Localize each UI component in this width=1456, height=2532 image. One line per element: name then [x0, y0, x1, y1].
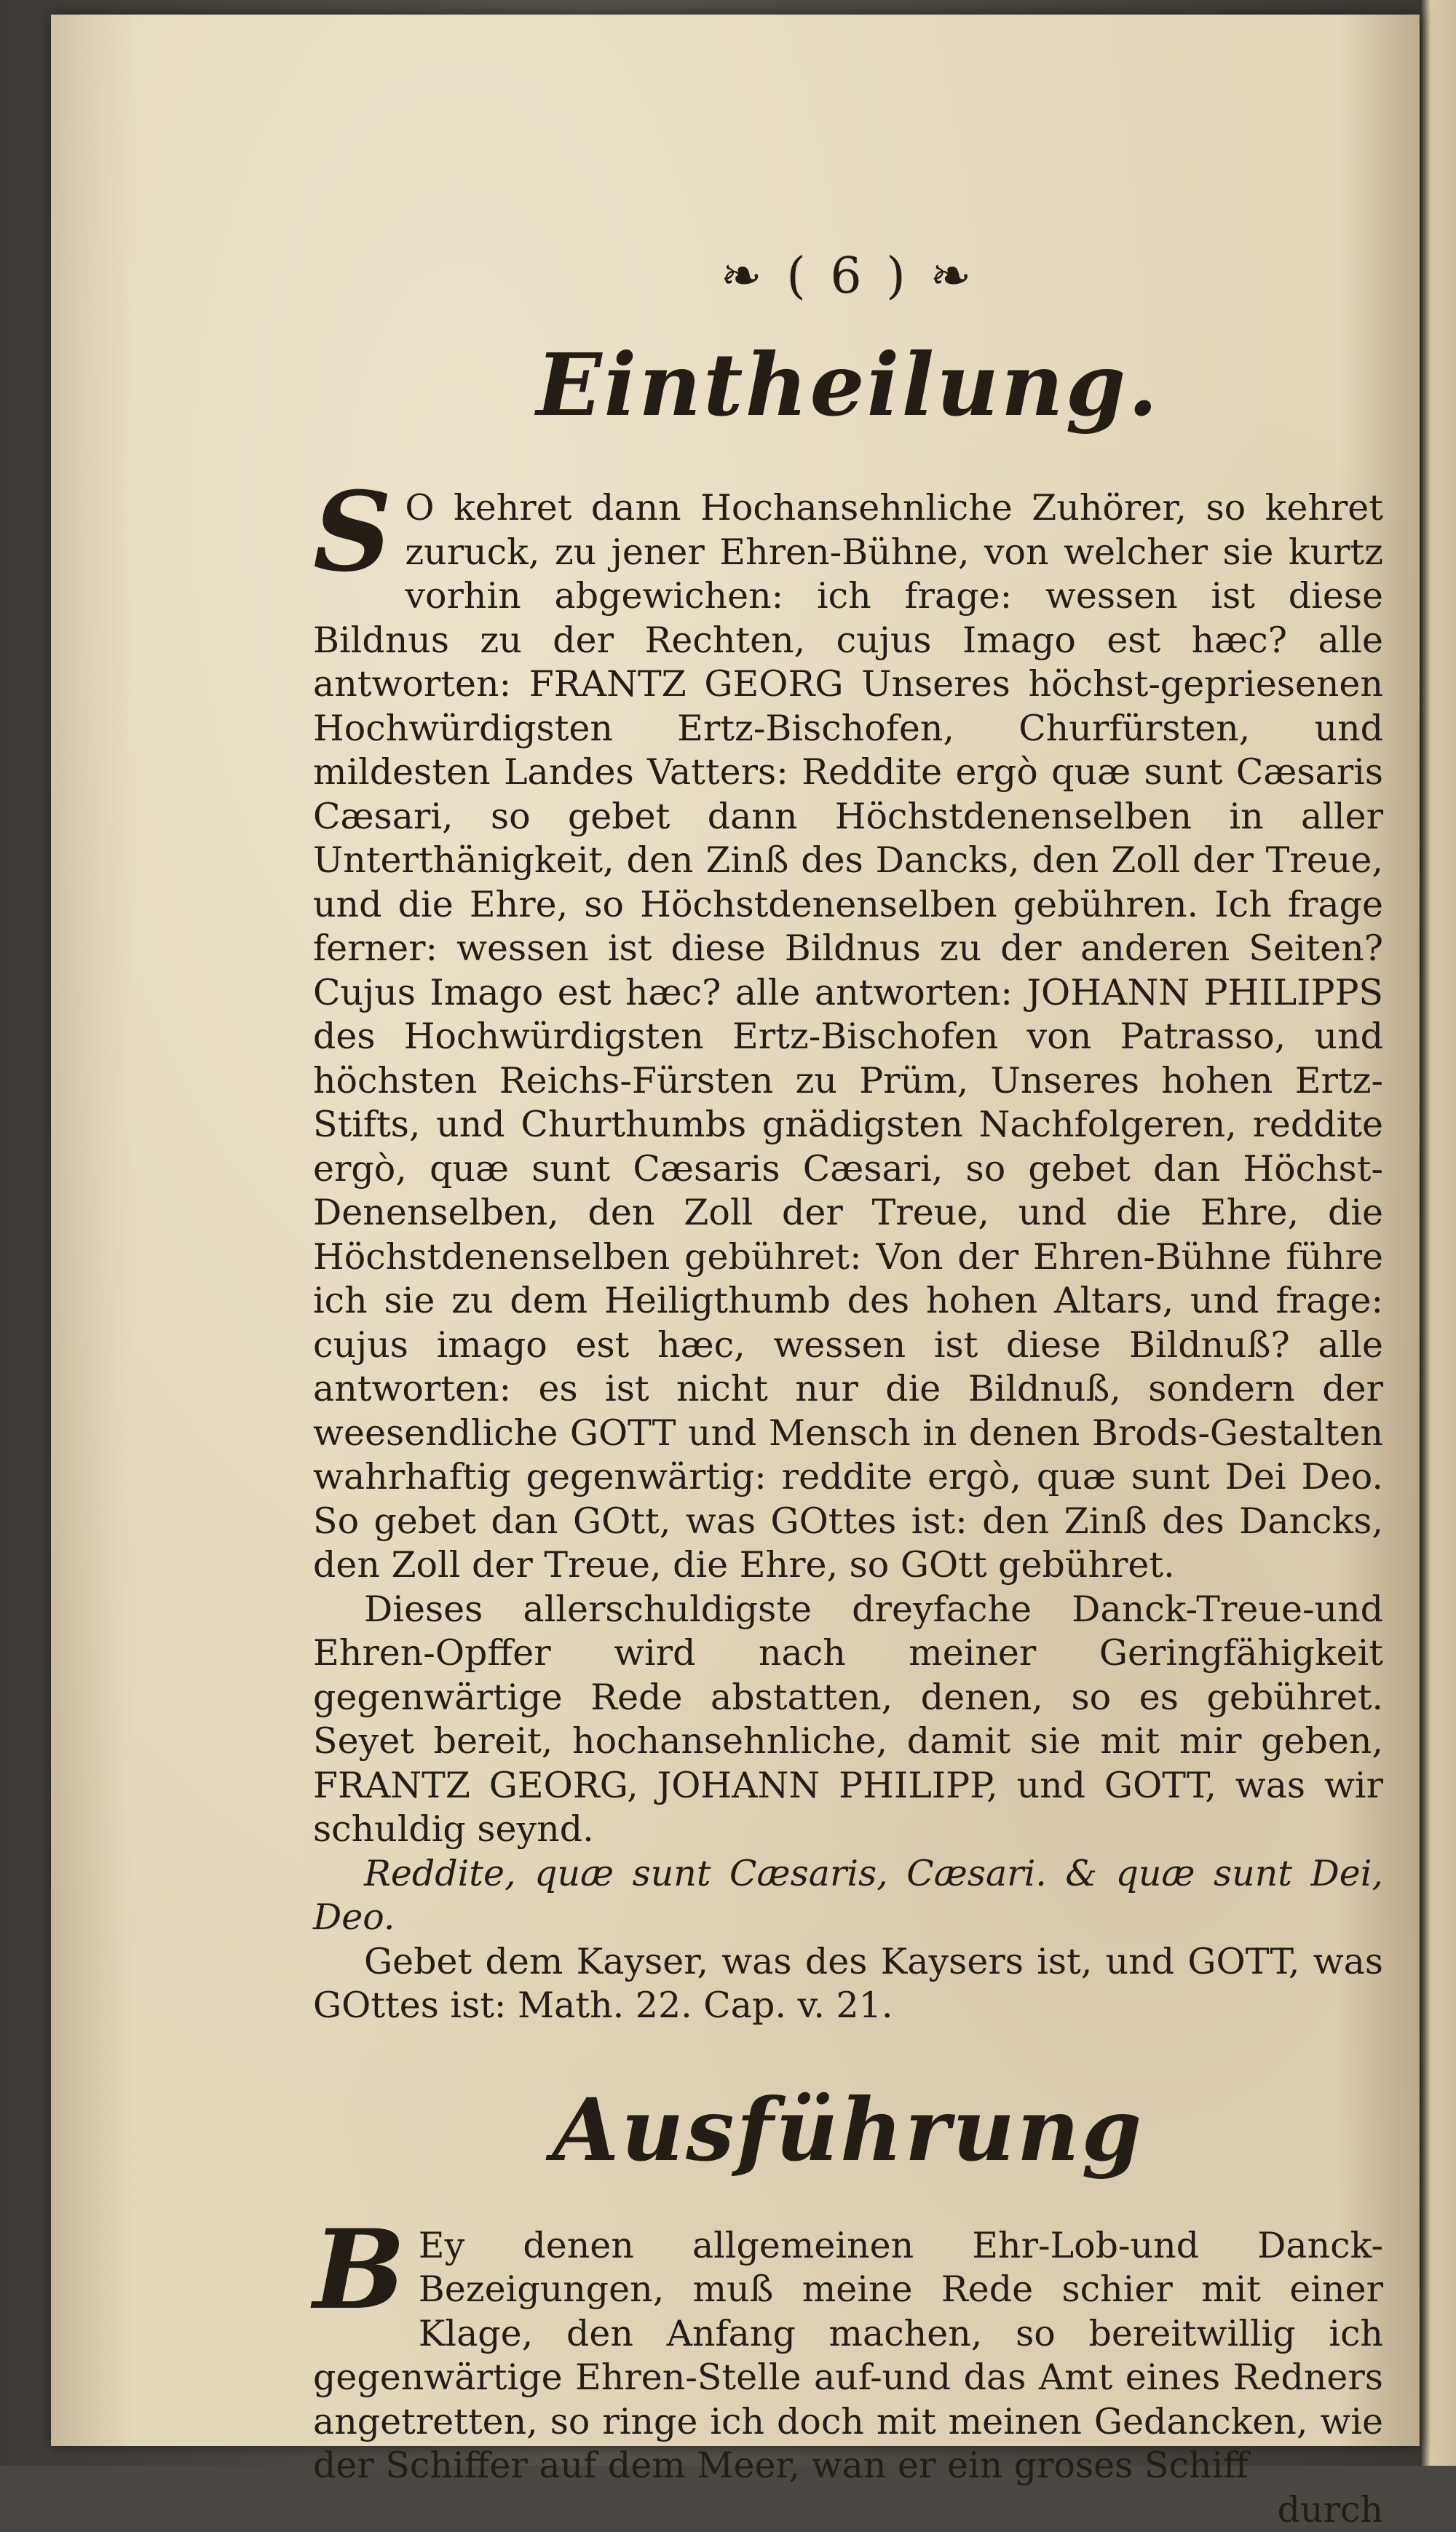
paragraph-1 — [313, 468, 1383, 1588]
paragraph-2: Dieses allerschuldigste dreyfache Danck-Treue-und Ehren-Opffer wird nach meiner Geringfähigkeit gegenwärtige Rede abstatten, denen, so es gebühret. Seyet bereit, hochansehnliche, damit sie mit mir geben, FRANTZ GEORG, JOHANN PHILIPP, und GOTT, was wir schuldig seynd. — [313, 1588, 1383, 1850]
page-number-text: ( 6 ) — [786, 248, 910, 305]
dropcap-s: S — [313, 468, 392, 596]
paragraph-5-text: Ey denen allgemeinen Ehr-Lob-und Danck-Bezeigungen, muß meine Rede schier mit einer Klage, den Anfang machen, so bereitwillig ich gegenwärtige Ehren-Stelle auf-und das Amt eines Redners angetretten, so ringe ich doch mit meinen Gedancken, wie der Schiffer auf dem Meer, wan er ein groses Schiff — [313, 2224, 1383, 2486]
paragraph-1-text: O kehret dann Hochansehnliche Zuhörer, so kehret zuruck, zu jener Ehren-Bühne, von welcher sie kurtz vorhin abgewichen: ich frage: wessen ist diese Bildnus zu der Rechten, cujus Imago est hæc? alle antworten: FRANTZ GEORG Unseres höchst-gepriesenen Hochwürdigsten Ertz-Bischofen, Churfürsten, und mildesten Landes Vatters: Reddite ergò quæ sunt Cæsaris Cæsari, so gebet dann Höchstdenenselben in aller Unterthänigkeit, den Zinß des Dancks, den Zoll der Treue, und die Ehre, so Höchstdenenselben gebühren. Ich frage ferner: wessen ist diese Bildnus zu der anderen Seiten? Cujus Imago est hæc? alle antworten: JOHANN PHILIPPS des Hochwürdigsten Ertz-Bischofen von Patrasso, und höchsten Reichs-Fürsten zu Prüm, Unseres hohen Ertz-Stifts, und Churthumbs gnädigsten Nachfolgeren, reddite ergò, quæ sunt Cæsaris Cæsari, so gebet dan Höchst-Denenselben, den Zoll der Treue, und die Ehre, die Höchstdenenselben gebühret: Von der Ehren-Bühne führe ich sie zu dem Heiligthumb des hohen Altars, und frage: cujus imago est hæc, wessen ist diese Bildnuß? alle antworten: es ist nicht nur die Bildnuß, sondern der weesendliche GOTT und Mensch in denen Brods-Gestalten wahrhaftig gegenwärtig: reddite ergò, quæ sunt Dei Deo. So gebet dan GOtt, was GOttes ist: den Zinß des Dancks, den Zoll der Treue, die Ehre, so GOtt gebühret. — [313, 487, 1383, 1586]
page-content — [313, 248, 1383, 2532]
section-heading-eintheilung: Eintheilung. — [536, 334, 1160, 435]
paragraph-4: Gebet dem Kayser, was des Kaysers ist, und GOTT, was GOttes ist: Math. 22. Cap. v. 21. — [313, 1940, 1383, 2026]
paragraph-3-latin: Reddite, quæ sunt Cæsaris, Cæsari. & quæ sunt Dei, Deo. — [313, 1852, 1383, 1938]
dropcap-b: B — [313, 2205, 405, 2334]
facing-page-edge — [1420, 0, 1456, 2466]
catchword: durch — [1277, 2488, 1383, 2531]
section-heading-ausfuehrung: Ausführung — [552, 2078, 1144, 2180]
page-number: ❧ ( 6 ) ❧ — [720, 248, 976, 305]
paragraph-5 — [313, 2205, 1383, 2488]
